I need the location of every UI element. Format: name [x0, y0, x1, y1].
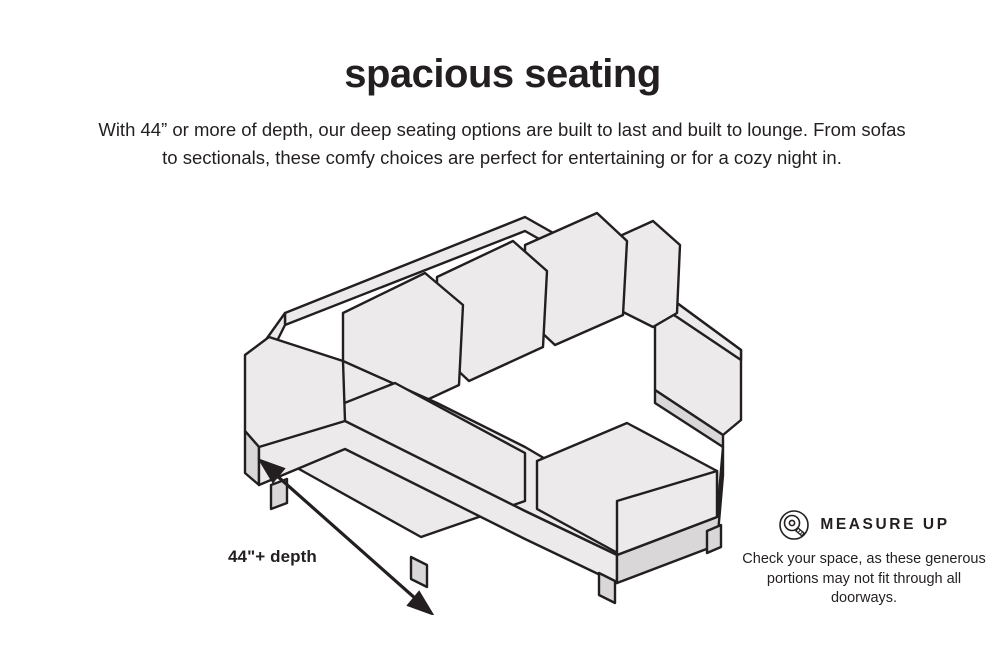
measure-up-callout — [742, 508, 986, 609]
tape-measure-icon — [778, 509, 810, 541]
measure-up-header — [742, 508, 986, 542]
page-subtitle: With 44” or more of depth, our deep seating options are built to last and built to lounge. From sofas to sectionals, these comfy choices are perfect for entertaining or for a cozy night in. — [98, 119, 906, 168]
measure-up-title: MEASURE UP — [820, 516, 950, 533]
page-title: spacious seating — [344, 52, 661, 96]
depth-dimension-label: 44"+ depth — [228, 547, 317, 566]
measure-up-note: Check your space, as these generous portions may not fit through all doorways. — [742, 551, 986, 607]
